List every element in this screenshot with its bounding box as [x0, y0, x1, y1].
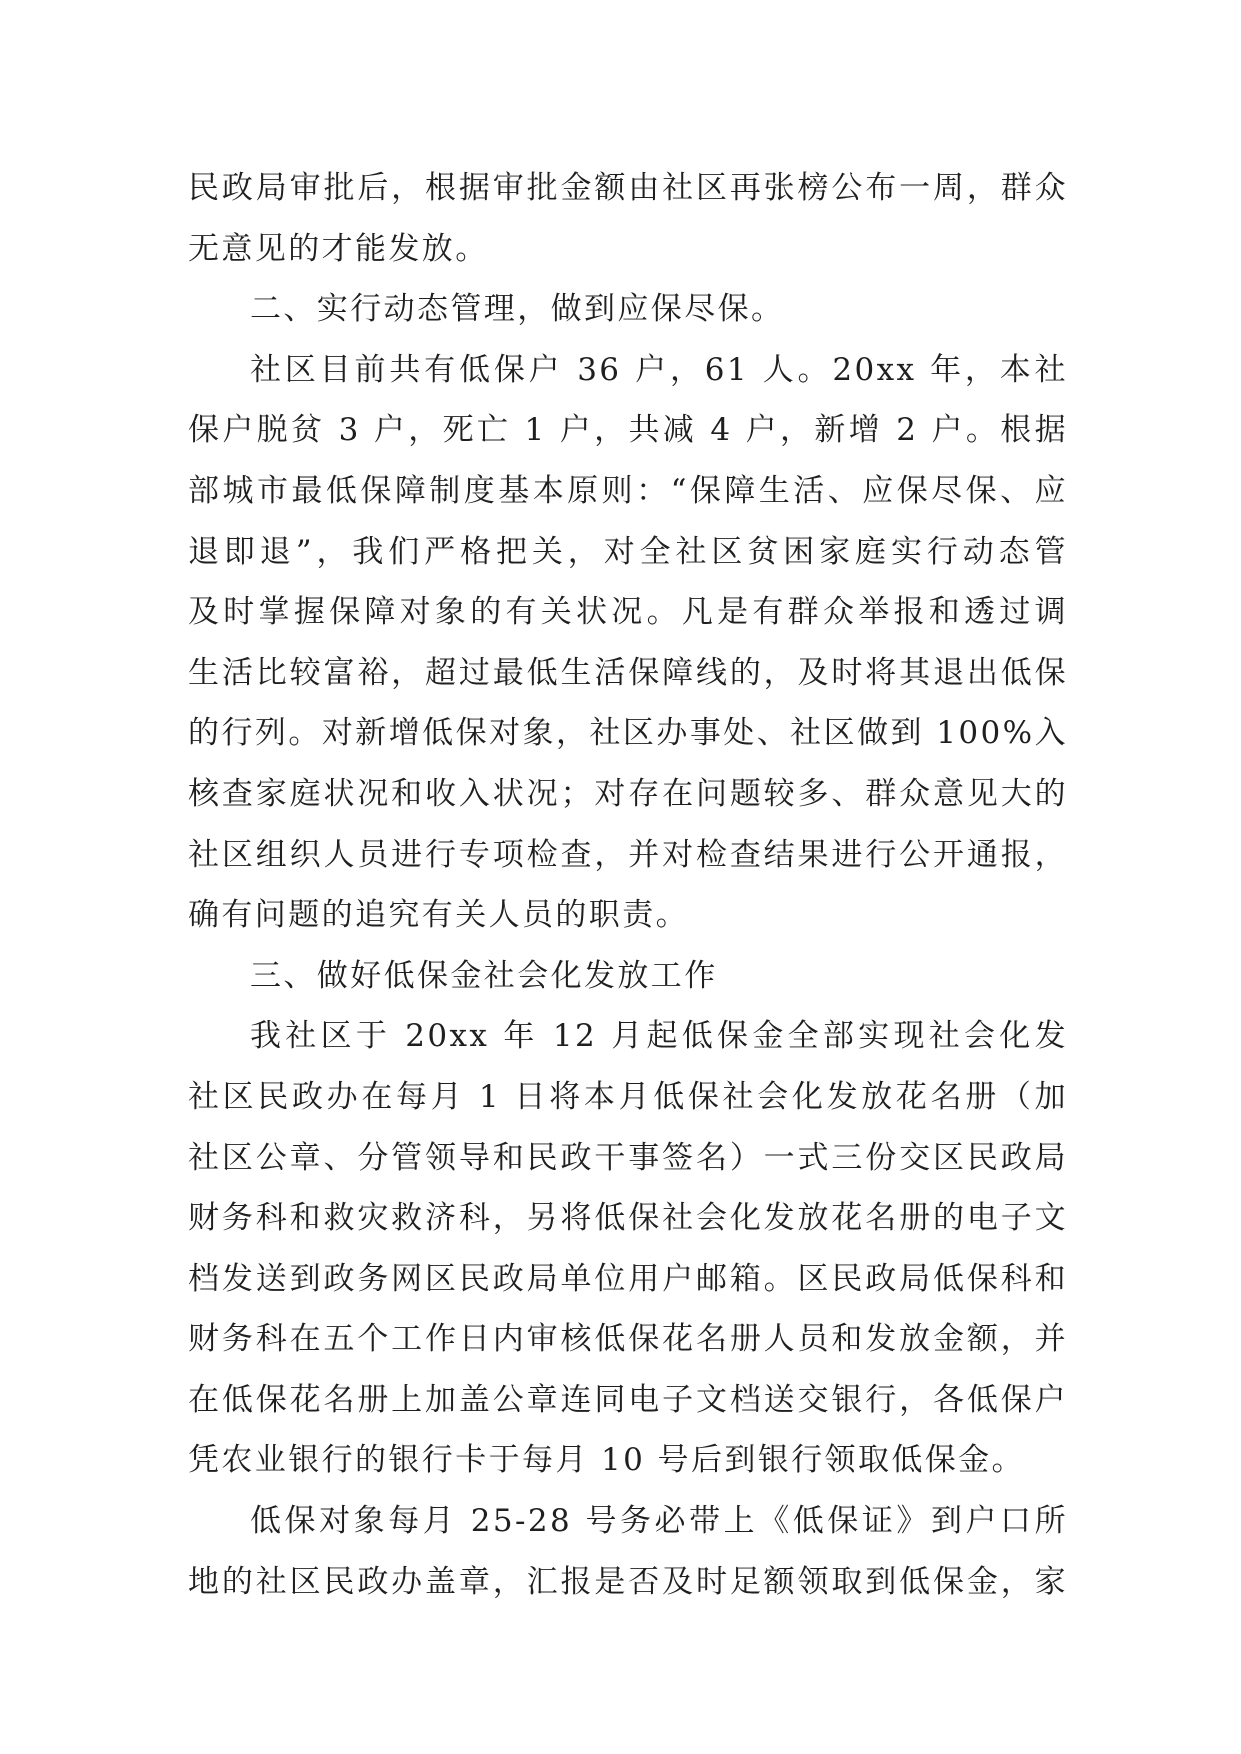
text-line: 二、实行动态管理，做到应保尽保。	[250, 291, 785, 328]
text-line: 低保对象每月 25-28 号务必带上《低保证》到户口所	[250, 1503, 1068, 1540]
text-line: 社区公章、分管领导和民政干事签名）一式三份交区民政局	[188, 1139, 1068, 1176]
text-line: 确有问题的追究有关人员的职责。	[188, 897, 689, 934]
text-line: 及时掌握保障对象的有关状况。凡是有群众举报和透过调	[188, 594, 1068, 631]
text-line: 部城市最低保障制度基本原则：“保障生活、应保尽保、应	[188, 472, 1068, 509]
text-line: 核查家庭状况和收入状况；对存在问题较多、群众意见大的	[188, 775, 1068, 812]
text-line: 三、做好低保金社会化发放工作	[250, 957, 718, 994]
text-line: 凭农业银行的银行卡于每月 10 号后到银行领取低保金。	[188, 1442, 1025, 1479]
document-body	[188, 158, 1068, 1612]
text-line: 社区目前共有低保户 36 户，61 人。20xx 年，本社	[250, 351, 1068, 388]
text-line: 档发送到政务网区民政局单位用户邮箱。区民政局低保科和	[188, 1260, 1068, 1297]
text-line: 退即退”，我们严格把关，对全社区贫困家庭实行动态管	[188, 533, 1068, 570]
text-line: 我社区于 20xx 年 12 月起低保金全部实现社会化发	[250, 1018, 1068, 1055]
text-line: 财务科在五个工作日内审核低保花名册人员和发放金额，并	[188, 1321, 1068, 1358]
text-line: 社区民政办在每月 1 日将本月低保社会化发放花名册（加	[188, 1078, 1068, 1115]
text-line: 在低保花名册上加盖公章连同电子文档送交银行，各低保户	[188, 1381, 1068, 1418]
text-line: 民政局审批后，根据审批金额由社区再张榜公布一周，群众	[188, 170, 1068, 206]
text-line: 无意见的才能发放。	[188, 230, 489, 267]
text-line: 社区组织人员进行专项检查，并对检查结果进行公开通报，	[188, 836, 1068, 873]
text-line: 生活比较富裕，超过最低生活保障线的，及时将其退出低保	[188, 654, 1068, 691]
text-line: 的行列。对新增低保对象，社区办事处、社区做到 100%入	[188, 715, 1068, 752]
text-line: 保户脱贫 3 户，死亡 1 户，共减 4 户，新增 2 户。根据	[188, 412, 1068, 449]
text-line: 财务科和救灾救济科，另将低保社会化发放花名册的电子文	[188, 1200, 1068, 1237]
text-line: 地的社区民政办盖章，汇报是否及时足额领取到低保金，家	[188, 1563, 1068, 1600]
